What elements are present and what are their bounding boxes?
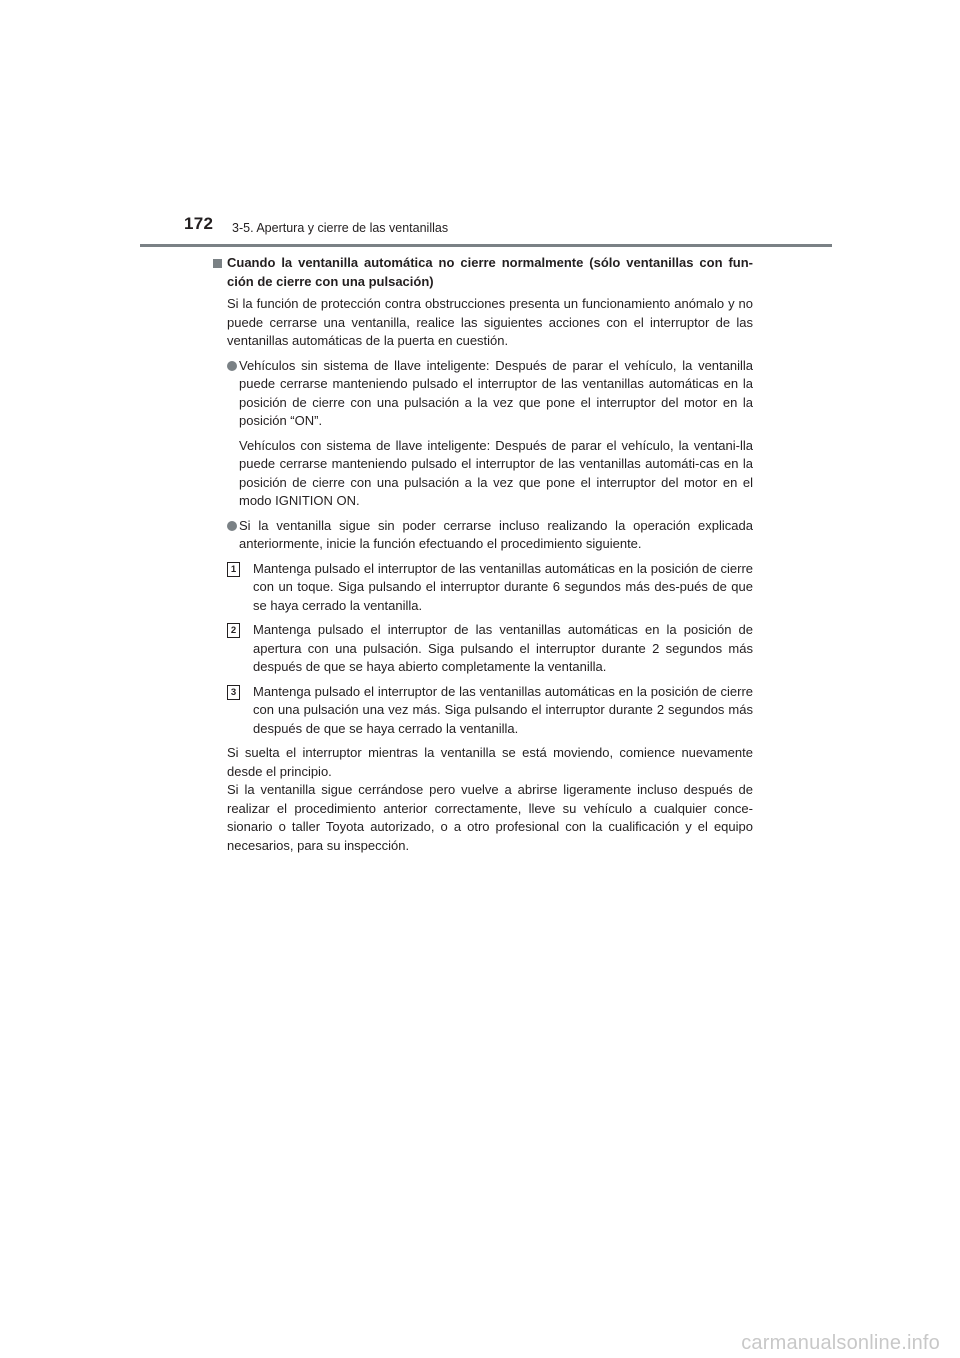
page-number: 172 (184, 214, 214, 233)
bullet-text: Si la ventanilla sigue sin poder cerrarse incluso realizando la operación explicada anteriormente, inicie la función efectuando el procedimiento siguiente. (239, 517, 753, 551)
step-item (230, 621, 753, 677)
bullet-continuation: Vehículos con sistema de llave inteligente: Después de parar el vehículo, la ventani-lla puede cerrarse manteniendo pulsado el interruptor de las ventanillas automáti-cas en la posición de cierre con una pulsación a la vez que pone el interruptor del motor en el modo IGNITION ON. (239, 437, 753, 508)
bullet-item (227, 357, 753, 431)
bullet-text: Vehículos sin sistema de llave inteligente: Después de parar el vehículo, la ventanilla puede cerrarse manteniendo pulsado el interruptor de las ventanillas automáticas en la posición de cierre con una pulsación a la vez que pone el interruptor del motor en la posición “ON”. (239, 357, 753, 428)
closing-notes (227, 744, 753, 855)
square-bullet-icon (213, 259, 222, 268)
step-text: Mantenga pulsado el interruptor de las ventanillas automáticas en la posición de cierre con un toque. Siga pulsando el interruptor durante 6 segundos más des-pués de que se haya cerrado la ventanilla. (253, 560, 753, 613)
section-heading-text: Cuando la ventanilla automática no cierre normalmente (sólo ventanillas con fun-ción de cierre con una pulsación) (227, 255, 753, 289)
page-content (213, 254, 753, 855)
section-title: 3-5. Apertura y cierre de las ventanillas (232, 221, 449, 235)
bullet-item (227, 517, 753, 554)
header-divider (140, 244, 832, 247)
section-heading (213, 254, 753, 291)
step-number-badge: 3 (227, 685, 240, 700)
closing-note: Si suelta el interruptor mientras la ventanilla se está moviendo, comience nuevamente desde el principio. (227, 745, 753, 779)
circle-bullet-icon (227, 361, 237, 371)
step-number-badge: 2 (227, 623, 240, 638)
step-text: Mantenga pulsado el interruptor de las ventanillas automáticas en la posición de apertura con una pulsación. Siga pulsando el interruptor durante 2 segundos más después de que se haya abierto completamente la ventanilla. (253, 622, 753, 674)
step-item (230, 560, 753, 616)
page-header (0, 0, 960, 250)
step-item (230, 683, 753, 739)
circle-bullet-icon (227, 521, 237, 531)
step-number-badge: 1 (227, 562, 240, 577)
watermark: carmanualsonline.info (741, 1332, 940, 1354)
step-text: Mantenga pulsado el interruptor de las ventanillas automáticas en la posición de cierre con una pulsación una vez más. Siga pulsando el interruptor durante 2 segundos más después de que se haya cerrado la ventanilla. (253, 683, 753, 736)
intro-paragraph: Si la función de protección contra obstrucciones presenta un funcionamiento anómalo y no puede cerrarse una ventanilla, realice las siguientes acciones con el interruptor de las ventanillas automáticas de la puerta en cuestión. (227, 296, 753, 348)
closing-note: Si la ventanilla sigue cerrándose pero vuelve a abrirse ligeramente incluso después de realizar el procedimiento anterior correctamente, lleve su vehículo a cualquier conce-sionario o taller Toyota autorizado, o a otro profesional con la cualificación y el equipo necesarios, para su inspección. (227, 782, 753, 853)
